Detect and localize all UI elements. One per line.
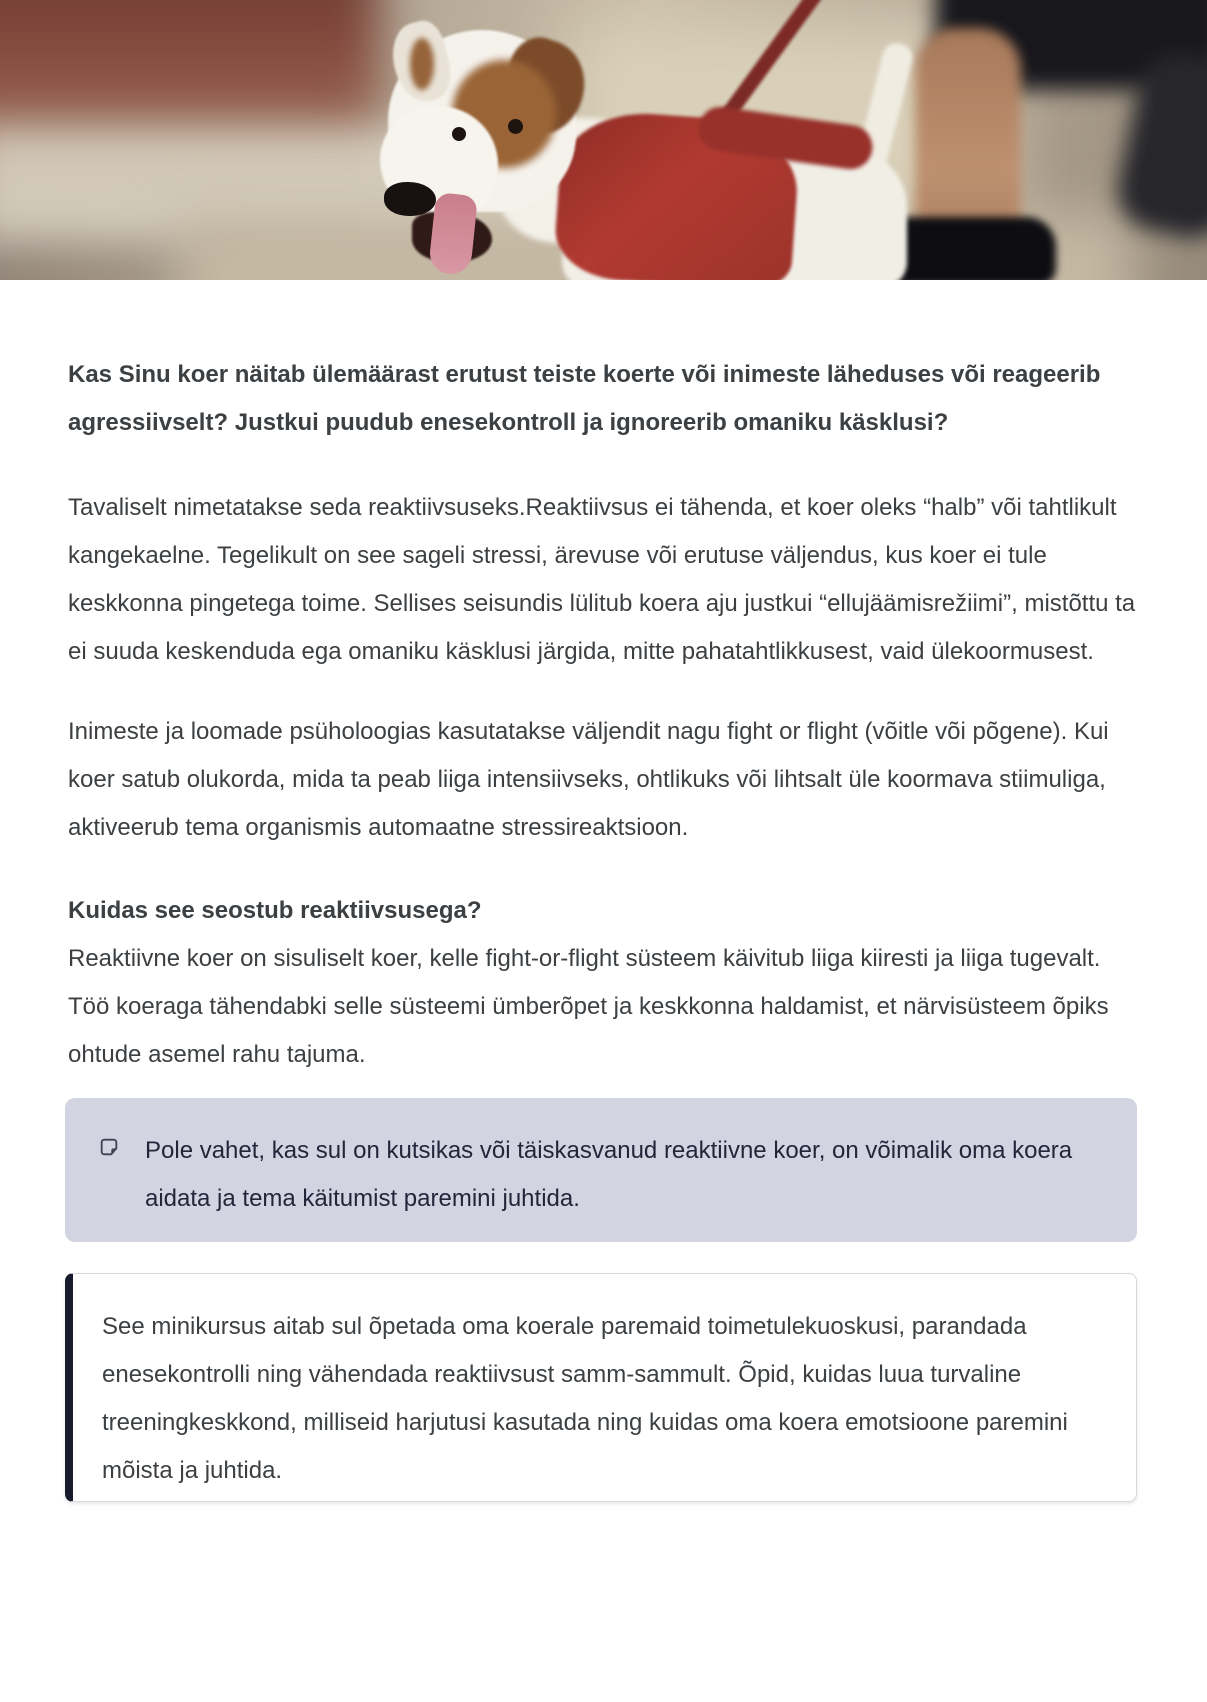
dog-left-eye-shape — [452, 127, 466, 141]
paragraph-reactive-dog: Reaktiivne koer on sisuliselt koer, kelle fight-or-flight süsteem käivitub liiga kiiresti ja liiga tugevalt. Töö koeraga tähendabki selle süsteemi ümberõpet ja keskkonna haldamist, et närvisüsteem õpiks ohtude asemel rahu tajuma. — [68, 945, 1109, 1068]
hero-image — [0, 0, 1207, 280]
section-subheading: Kuidas see seostub reaktiivsusega? — [68, 897, 482, 924]
callout-text: Pole vahet, kas sul on kutsikas või täiskasvanud reaktiivne koer, on võimalik oma koera aidata ja tema käitumist paremini juhtida. — [145, 1137, 1073, 1212]
dog-right-eye-shape — [508, 119, 523, 134]
dog-left-ear-inner-shape — [410, 38, 434, 90]
paragraph-reactivity-definition: Tavaliselt nimetatakse seda reaktiivsuseks.Reaktiivsus ei tähenda, et koer oleks “halb” või tahtlikult kangekaelne. Tegelikult on see sageli stressi, ärevuse või erutuse väljendus, kus koer ei tule keskkonna pingetega toime. Sellises seisundis lülitub koera aju justkui “ellujäämisrežiimi”, mistõttu ta ei suuda keskenduda ega omaniku käsklusi järgida, mitte pahatahtlikkusest, vaid ülekoormusest. — [68, 494, 1136, 665]
course-info-box — [65, 1273, 1137, 1502]
article-content — [68, 280, 1139, 1502]
dog-nose-shape — [384, 182, 436, 216]
callout-note — [65, 1098, 1137, 1242]
course-info-text: See minikursus aitab sul õpetada oma koerale paremaid toimetulekuoskusi, parandada enesekontrolli ning vähendada reaktiivsust samm-sammult. Õpid, kuidas luua turvaline treeningkeskkond, milliseid harjutusi kasutada ning kuidas oma koera emotsioone paremini mõista ja juhtida. — [102, 1313, 1068, 1484]
note-icon — [98, 1136, 120, 1158]
intro-heading: Kas Sinu koer näitab ülemäärast erutust teiste koerte või inimeste läheduses või reageerib agressiivselt? Justkui puudub enesekontroll ja ignoreerib omaniku käsklusi? — [68, 361, 1101, 436]
paragraph-fight-or-flight: Inimeste ja loomade psüholoogias kasutatakse väljendit nagu fight or flight (võitle või põgene). Kui koer satub olukorda, mida ta peab liiga intensiivseks, ohtlikuks või lihtsalt üle koormava stiimuliga, aktiveerub tema organismis automaatne stressireaktsioon. — [68, 718, 1109, 841]
